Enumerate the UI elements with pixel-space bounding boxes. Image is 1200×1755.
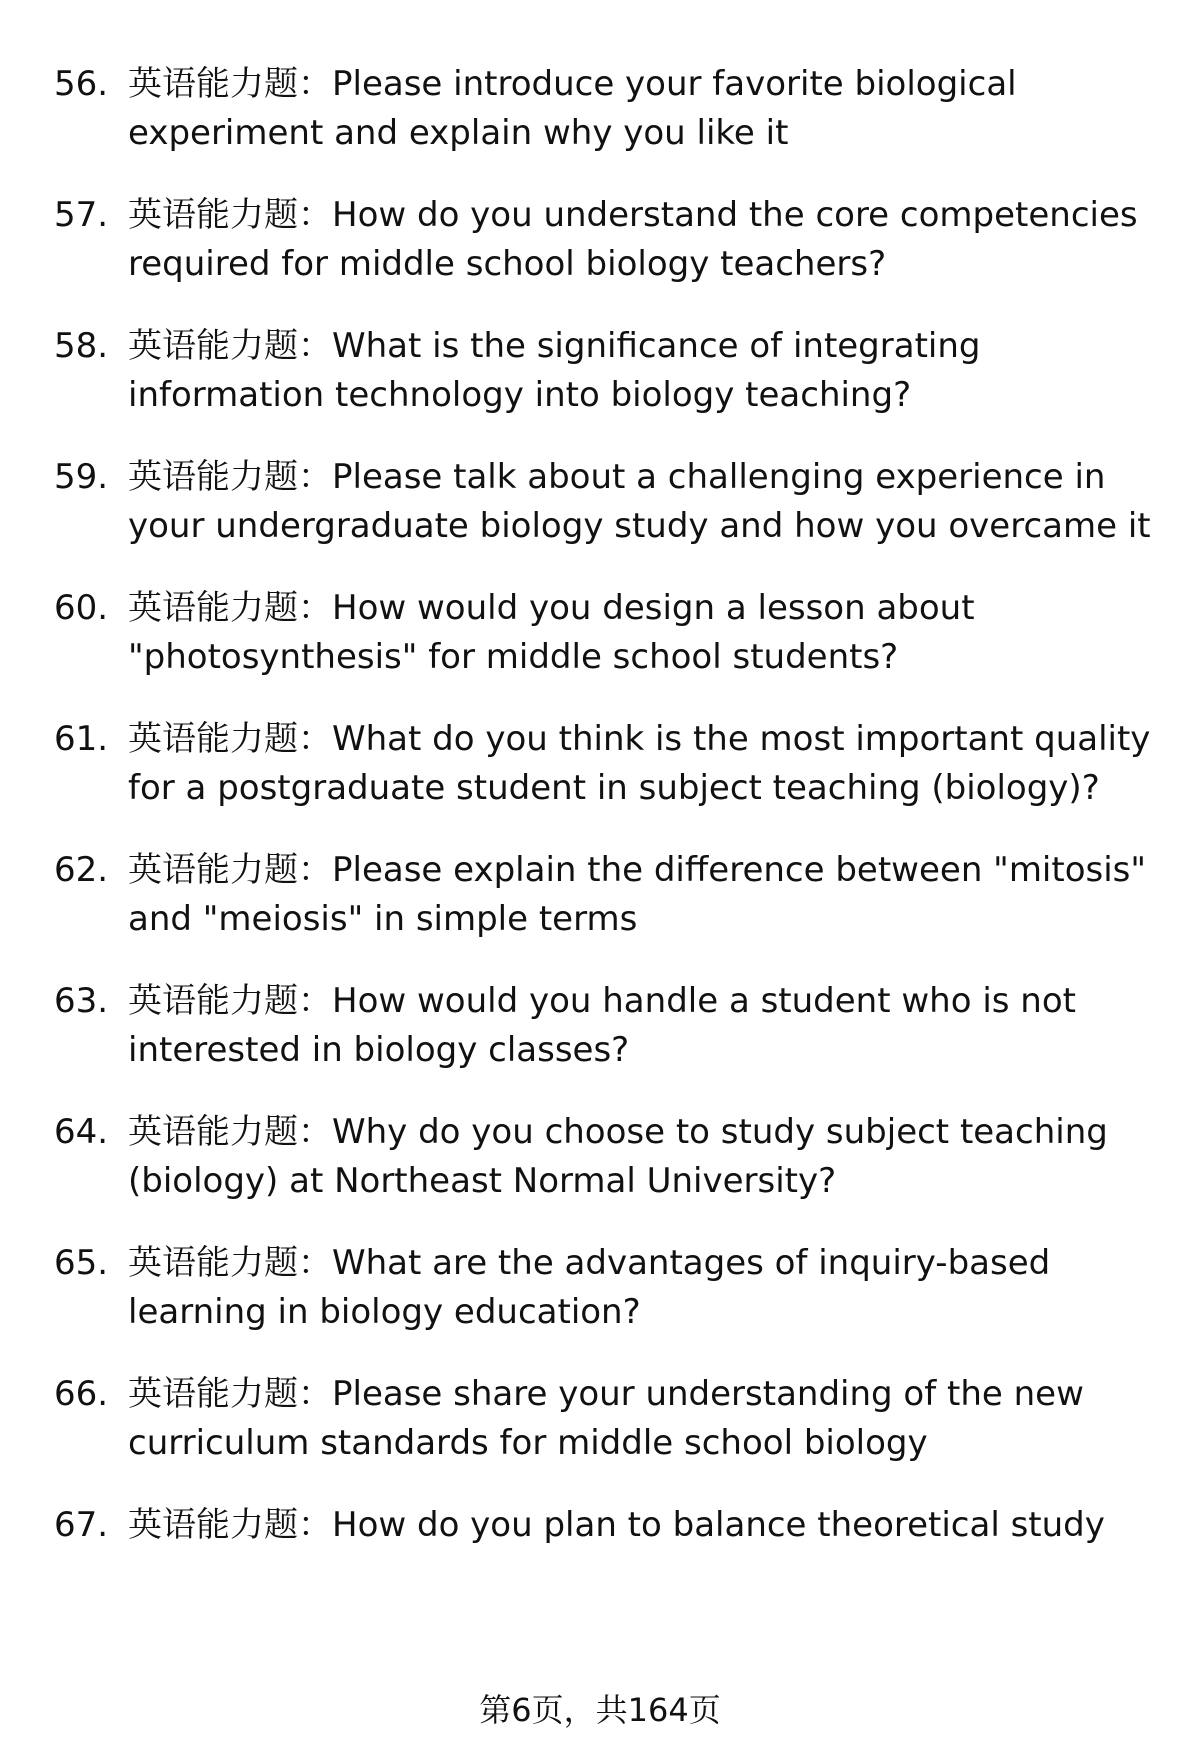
question-item	[54, 1501, 1154, 1550]
question-body: Please share your understanding of the new curriculum standards for middle school biology	[128, 1374, 1084, 1463]
question-category: 英语能力题：	[128, 1505, 332, 1545]
question-item	[54, 584, 1154, 681]
question-number: 66.	[54, 1374, 109, 1414]
question-category: 英语能力题：	[128, 1243, 332, 1283]
question-item	[54, 977, 1154, 1074]
question-body: Please introduce your favorite biological experiment and explain why you like it	[128, 64, 1017, 153]
question-category: 英语能力题：	[128, 850, 332, 890]
question-body: What do you think is the most important quality for a postgraduate student in subject teaching (biology)?	[128, 719, 1151, 808]
question-number: 65.	[54, 1243, 109, 1283]
question-category: 英语能力题：	[128, 195, 332, 235]
question-text	[128, 1239, 1154, 1336]
question-body: Please talk about a challenging experience in your undergraduate biology study and how you overcame it	[128, 457, 1151, 546]
question-body: What are the advantages of inquiry-based learning in biology education?	[128, 1243, 1051, 1332]
question-text	[128, 1370, 1154, 1467]
question-body: Why do you choose to study subject teaching (biology) at Northeast Normal University?	[128, 1112, 1108, 1201]
question-body: Please explain the difference between "mitosis" and "meiosis" in simple terms	[128, 850, 1147, 939]
question-number: 63.	[54, 981, 109, 1021]
question-item	[54, 1239, 1154, 1336]
question-category: 英语能力题：	[128, 588, 332, 628]
question-category: 英语能力题：	[128, 1112, 332, 1152]
question-body: How would you design a lesson about "photosynthesis" for middle school students?	[128, 588, 975, 677]
question-category: 英语能力题：	[128, 64, 332, 104]
question-text	[128, 977, 1154, 1074]
question-number: 57.	[54, 195, 109, 235]
question-text	[128, 1108, 1154, 1205]
question-text	[128, 191, 1154, 288]
question-text	[128, 1501, 1154, 1550]
question-text	[128, 60, 1154, 157]
question-item	[54, 453, 1154, 550]
page-footer: 第6页，共164页	[479, 1691, 721, 1729]
question-number: 67.	[54, 1505, 109, 1545]
question-body: How would you handle a student who is not interested in biology classes?	[128, 981, 1076, 1070]
question-body: What is the significance of integrating information technology into biology teaching?	[128, 326, 981, 415]
question-body: How do you understand the core competencies required for middle school biology teachers?	[128, 195, 1138, 284]
question-text	[128, 584, 1154, 681]
question-number: 60.	[54, 588, 109, 628]
question-item	[54, 715, 1154, 812]
question-item	[54, 322, 1154, 419]
question-category: 英语能力题：	[128, 1374, 332, 1414]
question-category: 英语能力题：	[128, 326, 332, 366]
question-category: 英语能力题：	[128, 981, 332, 1021]
question-number: 56.	[54, 64, 109, 104]
question-number: 58.	[54, 326, 109, 366]
question-item	[54, 1370, 1154, 1467]
question-text	[128, 322, 1154, 419]
question-number: 61.	[54, 719, 109, 759]
question-item	[54, 846, 1154, 943]
question-body: How do you plan to balance theoretical study	[332, 1505, 1105, 1545]
question-category: 英语能力题：	[128, 457, 332, 497]
question-text	[128, 846, 1154, 943]
question-item	[54, 60, 1154, 157]
question-number: 64.	[54, 1112, 109, 1152]
question-text	[128, 453, 1154, 550]
question-item	[54, 191, 1154, 288]
question-list	[54, 60, 1154, 1584]
question-number: 62.	[54, 850, 109, 890]
question-number: 59.	[54, 457, 109, 497]
question-text	[128, 715, 1154, 812]
question-category: 英语能力题：	[128, 719, 332, 759]
question-item	[54, 1108, 1154, 1205]
